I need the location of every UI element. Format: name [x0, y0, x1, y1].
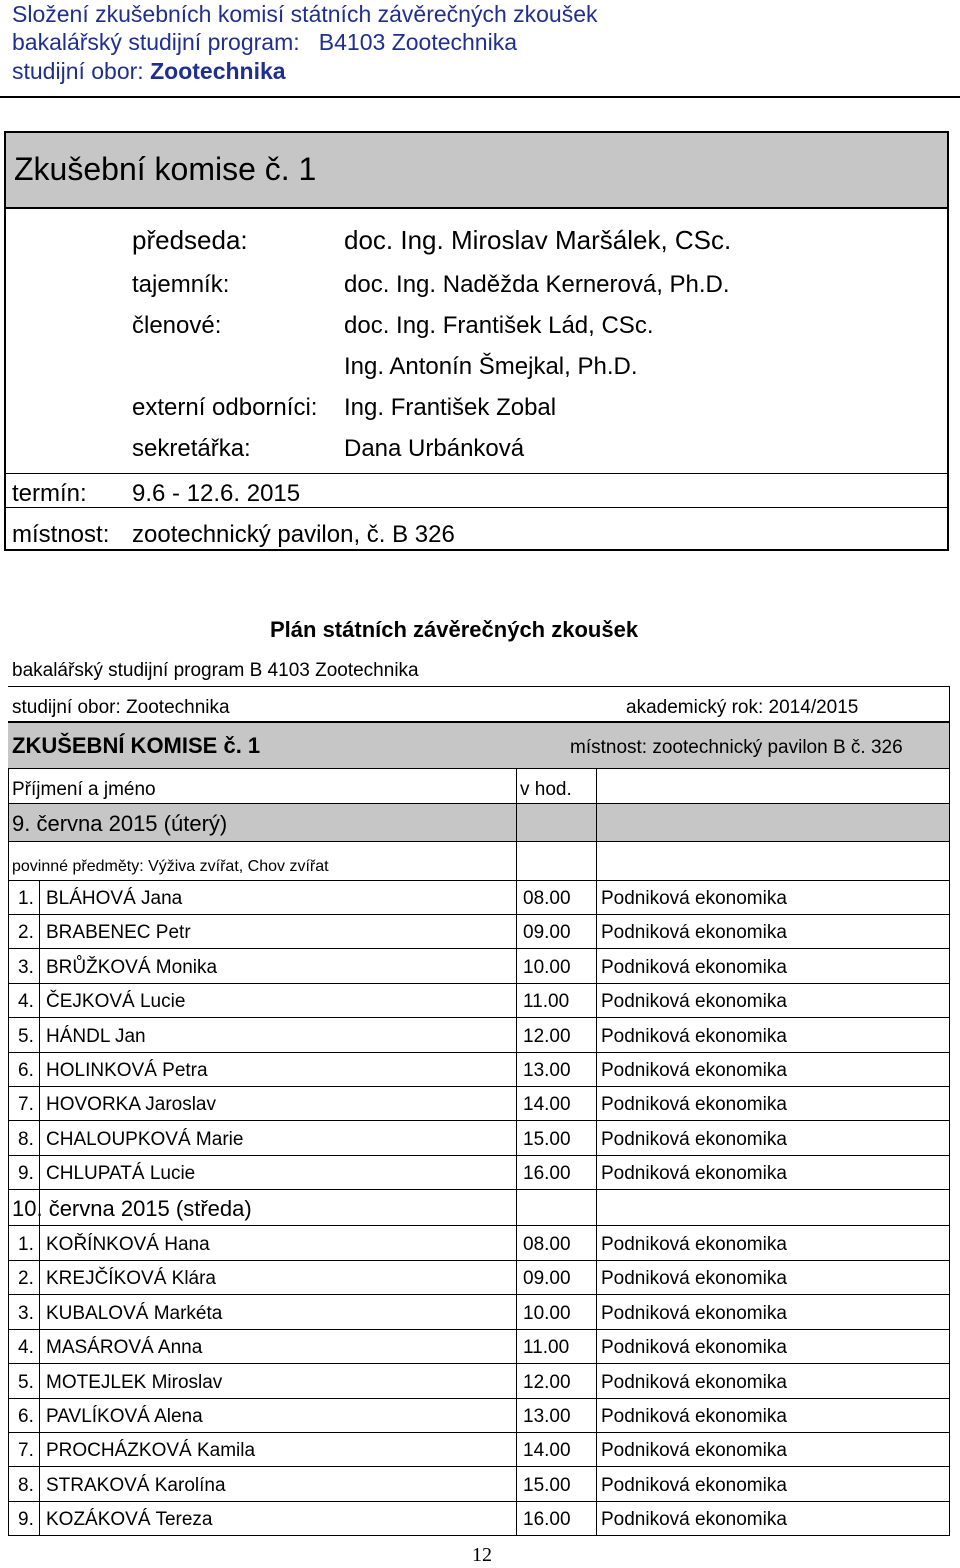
document-title: Složení zkušebních komisí státních závěrečných zkoušek: [12, 1, 598, 27]
row-number: 9.: [18, 1163, 34, 1184]
row-time: 11.00: [523, 991, 570, 1012]
row-student-name: PROCHÁZKOVÁ Kamila: [46, 1440, 256, 1461]
row-number: 1.: [18, 1234, 34, 1255]
row-student-name: STRAKOVÁ Karolína: [46, 1475, 226, 1496]
commission-title: Zkušební komise č. 1: [14, 151, 317, 187]
row-subject: Podniková ekonomika: [601, 1129, 787, 1150]
row-number: 2.: [18, 922, 34, 943]
row-time: 16.00: [523, 1509, 571, 1530]
day1-heading: 9. června 2015 (úterý): [12, 811, 228, 836]
row-student-name: ČEJKOVÁ Lucie: [46, 991, 186, 1012]
row-rule: [8, 1294, 950, 1295]
program-label: bakalářský studijní program:: [12, 29, 300, 55]
committee-room: místnost: zootechnický pavilon B č. 326: [570, 737, 903, 758]
external-name: Ing. František Zobal: [344, 394, 557, 421]
table-left-border: [8, 768, 9, 1536]
row-subject: Podniková ekonomika: [601, 1509, 787, 1530]
row-number: 3.: [18, 1303, 34, 1324]
committee-rule-top: [8, 721, 950, 723]
row-rule: [8, 1466, 950, 1467]
row-student-name: HÁNDL Jan: [46, 1026, 146, 1047]
row-student-name: HOVORKA Jaroslav: [46, 1094, 216, 1115]
col-name-divider: [516, 768, 517, 1536]
row-number: 4.: [18, 991, 34, 1012]
row-subject: Podniková ekonomika: [601, 888, 787, 909]
commission-title-bar: [6, 133, 947, 209]
row-student-name: CHALOUPKOVÁ Marie: [46, 1129, 244, 1150]
row-time: 14.00: [523, 1094, 571, 1115]
row-student-name: KOZÁKOVÁ Tereza: [46, 1509, 213, 1530]
row-rule: [8, 1501, 950, 1502]
row-number: 8.: [18, 1129, 34, 1150]
row-rule: [8, 983, 950, 984]
row-subject: Podniková ekonomika: [601, 1268, 787, 1289]
row-student-name: BRŮŽKOVÁ Monika: [46, 957, 218, 978]
row-student-name: KREJČÍKOVÁ Klára: [46, 1268, 216, 1289]
program-value: B4103 Zootechnika: [318, 29, 517, 55]
row-number: 2.: [18, 1268, 34, 1289]
member-1: doc. Ing. František Lád, CSc.: [344, 312, 654, 339]
secretary-label: tajemník:: [132, 271, 230, 298]
row-rule: [8, 1155, 950, 1156]
academic-year: akademický rok: 2014/2015: [626, 697, 859, 718]
row-number: 4.: [18, 1337, 34, 1358]
program-rule: [8, 686, 950, 687]
row-number: 5.: [18, 1372, 34, 1393]
subjects-note: povinné předměty: Výživa zvířat, Chov zvířat: [12, 858, 329, 875]
row-subject: Podniková ekonomika: [601, 1440, 787, 1461]
row-rule: [8, 1398, 950, 1399]
row-subject: Podniková ekonomika: [601, 922, 787, 943]
row-number: 5.: [18, 1026, 34, 1047]
row-rule: [8, 1086, 950, 1087]
row-student-name: CHLUPATÁ Lucie: [46, 1163, 196, 1184]
row-rule: [8, 1052, 950, 1053]
row-subject: Podniková ekonomika: [601, 1163, 787, 1184]
row-time: 15.00: [523, 1475, 571, 1496]
row-number: 7.: [18, 1094, 34, 1115]
row-rule: [8, 1432, 950, 1433]
row-subject: Podniková ekonomika: [601, 1026, 787, 1047]
row-number: 7.: [18, 1440, 34, 1461]
row-subject: Podniková ekonomika: [601, 1475, 787, 1496]
day2-heading: 10. června 2015 (středa): [12, 1196, 252, 1221]
row-time: 10.00: [523, 957, 571, 978]
row-time: 09.00: [523, 1268, 571, 1289]
row-time: 14.00: [523, 1440, 571, 1461]
row-time: 16.00: [523, 1163, 571, 1184]
day1-rule-bottom: [8, 841, 950, 842]
row-subject: Podniková ekonomika: [601, 957, 787, 978]
row-time: 12.00: [523, 1372, 571, 1393]
table-right-border: [949, 686, 950, 1536]
row-student-name: PAVLÍKOVÁ Alena: [46, 1406, 203, 1427]
term-divider: [6, 473, 947, 474]
member-2: Ing. Antonín Šmejkal, Ph.D.: [344, 353, 638, 380]
row-student-name: HOLINKOVÁ Petra: [46, 1060, 208, 1081]
row-rule: [8, 1260, 950, 1261]
row-time: 13.00: [523, 1406, 571, 1427]
committee-rule-bottom: [8, 768, 950, 769]
row-number: 6.: [18, 1406, 34, 1427]
clerk-label: sekretářka:: [132, 435, 251, 462]
plan-program: bakalářský studijní program B 4103 Zootechnika: [12, 660, 419, 681]
header-rule: [0, 96, 960, 98]
day1-rule-top: [8, 803, 950, 804]
row-time: 10.00: [523, 1303, 571, 1324]
room-value: zootechnický pavilon, č. B 326: [132, 521, 455, 548]
row-rule: [8, 1363, 950, 1364]
row-student-name: MOTEJLEK Miroslav: [46, 1372, 223, 1393]
row-student-name: KUBALOVÁ Markéta: [46, 1303, 223, 1324]
chair-label: předseda:: [132, 225, 248, 255]
page-number: 12: [472, 1544, 492, 1566]
row-rule: [8, 948, 950, 949]
row-rule: [8, 1017, 950, 1018]
row-student-name: KOŘÍNKOVÁ Hana: [46, 1234, 210, 1255]
row-rule: [8, 1329, 950, 1330]
committee-title-text: ZKUŠEBNÍ KOMISE č. 1: [12, 733, 261, 758]
row-student-name: MASÁROVÁ Anna: [46, 1337, 203, 1358]
row-time: 09.00: [523, 922, 571, 943]
secretary-name: doc. Ing. Naděžda Kernerová, Ph.D.: [344, 271, 730, 298]
day2-rule: [8, 1225, 950, 1226]
row-subject: Podniková ekonomika: [601, 1094, 787, 1115]
row-number: 3.: [18, 957, 34, 978]
row-rule: [8, 1189, 950, 1190]
row-time: 08.00: [523, 1234, 571, 1255]
clerk-name: Dana Urbánková: [344, 435, 525, 462]
row-number: 6.: [18, 1060, 34, 1081]
row-subject: Podniková ekonomika: [601, 1406, 787, 1427]
row-time: 15.00: [523, 1129, 571, 1150]
row-rule: [8, 914, 950, 915]
plan-title: Plán státních závěrečných zkoušek: [270, 617, 639, 642]
row-student-name: BRABENEC Petr: [46, 922, 191, 943]
plan-field: studijní obor: Zootechnika: [12, 697, 230, 718]
row-time: 11.00: [523, 1337, 570, 1358]
col-hour-divider: [596, 768, 597, 1536]
row-rule: [8, 1535, 950, 1536]
col-header-hour: v hod.: [520, 779, 572, 800]
term-value: 9.6 - 12.6. 2015: [132, 480, 301, 507]
row-subject: Podniková ekonomika: [601, 1337, 787, 1358]
field-value: Zootechnika: [150, 58, 286, 84]
row-number: 1.: [18, 888, 34, 909]
chair-name: doc. Ing. Miroslav Maršálek, CSc.: [344, 225, 732, 255]
term-label: termín:: [12, 480, 87, 507]
row-time: 12.00: [523, 1026, 571, 1047]
row-subject: Podniková ekonomika: [601, 991, 787, 1012]
members-label: členové:: [132, 312, 222, 339]
field-label: studijní obor:: [12, 58, 144, 84]
row-time: 13.00: [523, 1060, 571, 1081]
field-line: [12, 57, 286, 85]
row-number: 8.: [18, 1475, 34, 1496]
subjects-rule: [8, 880, 950, 881]
row-subject: Podniková ekonomika: [601, 1372, 787, 1393]
room-label: místnost:: [12, 521, 110, 548]
row-subject: Podniková ekonomika: [601, 1060, 787, 1081]
external-label: externí odborníci:: [132, 394, 318, 421]
col-header-name: Příjmení a jméno: [12, 779, 156, 800]
committee-title: [12, 733, 260, 759]
row-subject: Podniková ekonomika: [601, 1234, 787, 1255]
row-rule: [8, 1120, 950, 1121]
row-subject: Podniková ekonomika: [601, 1303, 787, 1324]
row-time: 08.00: [523, 888, 571, 909]
row-student-name: BLÁHOVÁ Jana: [46, 888, 183, 909]
program-line: [12, 28, 517, 56]
row-number: 9.: [18, 1509, 34, 1530]
